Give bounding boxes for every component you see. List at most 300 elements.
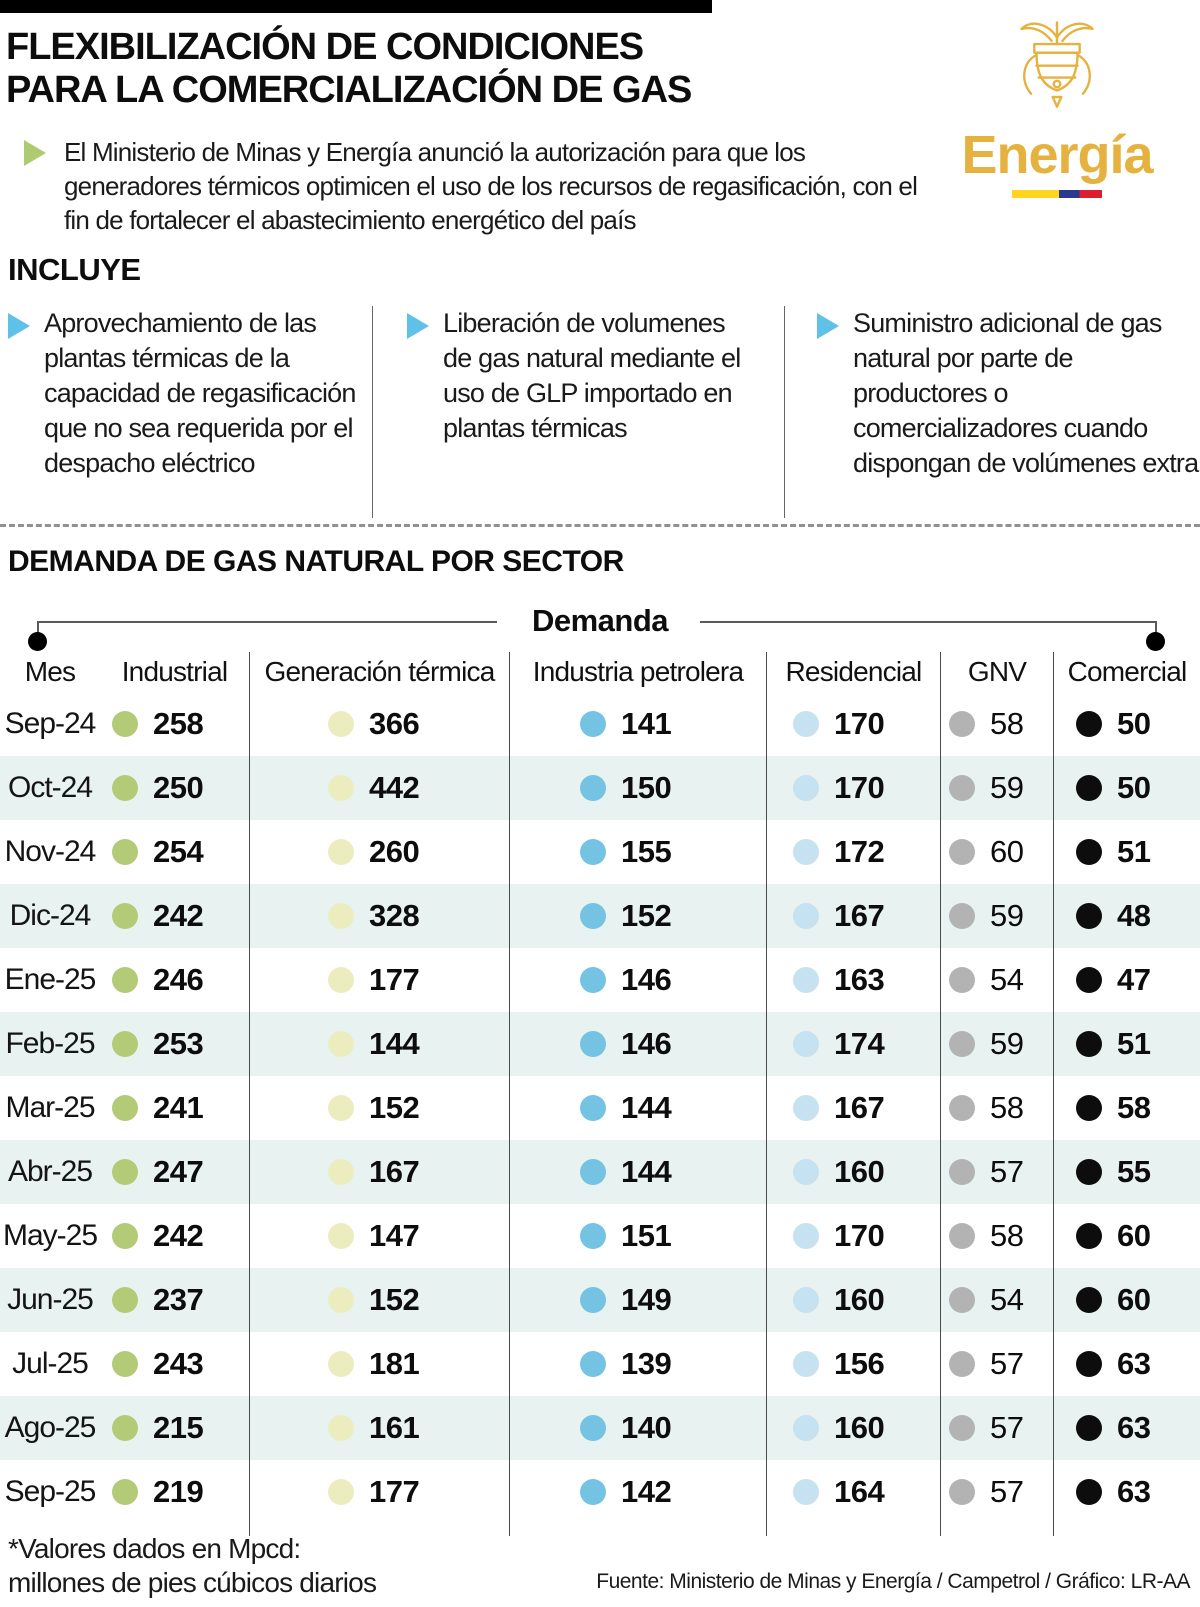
green-arrow-icon (24, 140, 46, 166)
residencial-value: 167 (834, 898, 885, 933)
industrial-cell (100, 692, 249, 756)
comercial-cell (1053, 1332, 1200, 1396)
page-title (6, 26, 691, 111)
industrial-cell (100, 1332, 249, 1396)
industrial-dot-icon (112, 839, 138, 865)
generacion-termica-cell (249, 1012, 509, 1076)
residencial-dot-icon (793, 775, 819, 801)
industrial-cell (100, 1460, 249, 1524)
colombia-flag-bar (1012, 190, 1102, 198)
demand-table (0, 652, 1200, 1536)
gnv-value: 57 (990, 1474, 1024, 1509)
industrial-value: 241 (153, 1090, 204, 1125)
industrial-cell (100, 1268, 249, 1332)
month-cell: Jun-25 (7, 1283, 93, 1316)
industria-petrolera-value: 139 (621, 1346, 672, 1381)
comercial-value: 60 (1117, 1282, 1151, 1317)
residencial-cell (766, 1012, 940, 1076)
source-credit: Fuente: Ministerio de Minas y Energía / Campetrol / Gráfico: LR-AA (596, 1570, 1190, 1593)
industria-petrolera-cell (509, 820, 766, 884)
table-row-dic-24 (0, 884, 1200, 948)
industrial-cell (100, 1204, 249, 1268)
industrial-value: 258 (153, 706, 204, 741)
comercial-value: 50 (1117, 706, 1151, 741)
industrial-value: 219 (153, 1474, 204, 1509)
residencial-cell (766, 1460, 940, 1524)
unit-note (8, 1532, 376, 1600)
residencial-dot-icon (793, 839, 819, 865)
intro-block (24, 136, 924, 237)
industria-petrolera-cell (509, 1268, 766, 1332)
gnv-value: 57 (990, 1154, 1024, 1189)
table-row-ene-25 (0, 948, 1200, 1012)
incluye-item-3 (785, 306, 1200, 518)
demand-table-body (0, 692, 1200, 1536)
industria-petrolera-value: 146 (621, 1026, 672, 1061)
gnv-dot-icon (949, 775, 975, 801)
industria-petrolera-cell (509, 1204, 766, 1268)
residencial-cell (766, 884, 940, 948)
gnv-dot-icon (949, 711, 975, 737)
month-cell: Nov-24 (4, 835, 96, 868)
month-cell: Sep-24 (4, 707, 96, 740)
comercial-cell (1053, 948, 1200, 1012)
industria-petrolera-cell (509, 692, 766, 756)
industrial-value: 242 (153, 898, 204, 933)
gnv-cell (940, 1140, 1053, 1204)
generacion-termica-cell (249, 1332, 509, 1396)
generacion-termica-value: 177 (369, 962, 420, 997)
industrial-cell (100, 1012, 249, 1076)
comercial-value: 51 (1117, 1026, 1151, 1061)
industrial-cell (100, 756, 249, 820)
residencial-cell (766, 948, 940, 1012)
industrial-value: 247 (153, 1154, 204, 1189)
industrial-dot-icon (112, 1415, 138, 1441)
gnv-value: 59 (990, 898, 1024, 933)
month-cell: Abr-25 (7, 1155, 93, 1188)
industrial-cell (100, 1076, 249, 1140)
generacion-termica-dot-icon (328, 839, 354, 865)
comercial-value: 55 (1117, 1154, 1151, 1189)
stub-cell (766, 1524, 940, 1536)
generacion-termica-dot-icon (328, 1479, 354, 1505)
generacion-termica-value: 177 (369, 1474, 420, 1509)
energia-wordmark: Energía (961, 125, 1153, 185)
comercial-dot-icon (1076, 1223, 1102, 1249)
industria-petrolera-dot-icon (580, 711, 606, 737)
residencial-value: 160 (834, 1282, 885, 1317)
incluye-item-1 (0, 306, 373, 518)
generacion-termica-dot-icon (328, 1159, 354, 1185)
industria-petrolera-value: 152 (621, 898, 672, 933)
comercial-cell (1053, 1012, 1200, 1076)
residencial-cell (766, 1396, 940, 1460)
industria-petrolera-cell (509, 1012, 766, 1076)
gnv-dot-icon (949, 1095, 975, 1121)
stub-cell (1053, 1524, 1200, 1536)
industrial-value: 242 (153, 1218, 204, 1253)
generacion-termica-cell (249, 1204, 509, 1268)
comercial-dot-icon (1076, 1351, 1102, 1377)
industria-petrolera-dot-icon (580, 1351, 606, 1377)
industria-petrolera-cell (509, 1460, 766, 1524)
month-cell: May-25 (2, 1219, 98, 1252)
residencial-cell (766, 1268, 940, 1332)
gnv-value: 57 (990, 1410, 1024, 1445)
gnv-value: 54 (990, 1282, 1024, 1317)
gnv-cell (940, 756, 1053, 820)
generacion-termica-cell (249, 1140, 509, 1204)
blue-arrow-icon (817, 313, 839, 339)
colombia-crest-icon (1003, 16, 1111, 124)
residencial-cell (766, 820, 940, 884)
table-section-heading: DEMANDA DE GAS NATURAL POR SECTOR (8, 545, 624, 578)
industria-petrolera-dot-icon (580, 1287, 606, 1313)
table-row-nov-24 (0, 820, 1200, 884)
industria-petrolera-cell (509, 884, 766, 948)
industrial-dot-icon (112, 1351, 138, 1377)
comercial-value: 63 (1117, 1410, 1151, 1445)
residencial-value: 174 (834, 1026, 885, 1061)
comercial-dot-icon (1076, 839, 1102, 865)
residencial-dot-icon (793, 1223, 819, 1249)
residencial-dot-icon (793, 967, 819, 993)
generacion-termica-value: 181 (369, 1346, 420, 1381)
column-header-industria-petrolera: Industria petrolera (509, 652, 766, 692)
industria-petrolera-value: 141 (621, 706, 672, 741)
residencial-dot-icon (793, 1031, 819, 1057)
gnv-dot-icon (949, 967, 975, 993)
generacion-termica-value: 167 (369, 1154, 420, 1189)
table-row-abr-25 (0, 1140, 1200, 1204)
month-cell: Sep-25 (4, 1475, 96, 1508)
comercial-cell (1053, 1460, 1200, 1524)
generacion-termica-value: 442 (369, 770, 420, 805)
comercial-dot-icon (1076, 1095, 1102, 1121)
industria-petrolera-value: 144 (621, 1154, 672, 1189)
industria-petrolera-dot-icon (580, 775, 606, 801)
gnv-dot-icon (949, 1223, 975, 1249)
industrial-value: 246 (153, 962, 204, 997)
gnv-cell (940, 1268, 1053, 1332)
month-cell: Ago-25 (4, 1411, 96, 1444)
industria-petrolera-cell (509, 948, 766, 1012)
industria-petrolera-value: 144 (621, 1090, 672, 1125)
comercial-value: 63 (1117, 1474, 1151, 1509)
gnv-cell (940, 1012, 1053, 1076)
comercial-dot-icon (1076, 1479, 1102, 1505)
energia-logo (952, 16, 1162, 198)
generacion-termica-value: 152 (369, 1090, 420, 1125)
incluye-item-2-text: Liberación de volumenes de gas natural mediante el uso de GLP importado en plantas térmicas (443, 308, 741, 444)
residencial-dot-icon (793, 1351, 819, 1377)
comercial-cell (1053, 1268, 1200, 1332)
industria-petrolera-dot-icon (580, 839, 606, 865)
industria-petrolera-value: 155 (621, 834, 672, 869)
generacion-termica-value: 152 (369, 1282, 420, 1317)
generacion-termica-cell (249, 1460, 509, 1524)
month-cell: Jul-25 (12, 1347, 88, 1380)
industrial-dot-icon (112, 1031, 138, 1057)
industrial-cell (100, 1396, 249, 1460)
table-row-jun-25 (0, 1268, 1200, 1332)
generacion-termica-cell (249, 756, 509, 820)
comercial-cell (1053, 1140, 1200, 1204)
incluye-columns (0, 306, 1200, 518)
dashed-divider (0, 524, 1200, 527)
residencial-cell (766, 1332, 940, 1396)
gnv-cell (940, 820, 1053, 884)
gnv-cell (940, 1396, 1053, 1460)
industria-petrolera-cell (509, 756, 766, 820)
gnv-value: 58 (990, 1218, 1024, 1253)
month-cell: Dic-24 (9, 899, 91, 932)
table-row-sep-25 (0, 1460, 1200, 1524)
gnv-value: 60 (990, 834, 1024, 869)
industria-petrolera-value: 140 (621, 1410, 672, 1445)
residencial-value: 167 (834, 1090, 885, 1125)
page-title-line1: FLEXIBILIZACIÓN DE CONDICIONES (6, 26, 644, 68)
column-header-generacion-termica: Generación térmica (249, 652, 509, 692)
comercial-dot-icon (1076, 903, 1102, 929)
generacion-termica-dot-icon (328, 711, 354, 737)
table-row-may-25 (0, 1204, 1200, 1268)
comercial-dot-icon (1076, 1287, 1102, 1313)
generacion-termica-cell (249, 1076, 509, 1140)
generacion-termica-dot-icon (328, 1287, 354, 1313)
comercial-cell (1053, 1204, 1200, 1268)
page-title-line2: PARA LA COMERCIALIZACIÓN DE GAS (6, 68, 692, 111)
industrial-dot-icon (112, 711, 138, 737)
industria-petrolera-value: 150 (621, 770, 672, 805)
blue-arrow-icon (8, 313, 30, 339)
generacion-termica-dot-icon (328, 1095, 354, 1121)
table-row-oct-24 (0, 756, 1200, 820)
industrial-value: 237 (153, 1282, 204, 1317)
gnv-value: 59 (990, 1026, 1024, 1061)
gnv-dot-icon (949, 1351, 975, 1377)
industrial-dot-icon (112, 903, 138, 929)
incluye-heading: INCLUYE (8, 252, 141, 287)
intro-text: El Ministerio de Minas y Energía anunció la autorización para que los generadores térmicos optimicen el uso de los recursos de regasificación, con el fin de fortalecer el abastecimiento energético del país (64, 137, 918, 235)
gnv-dot-icon (949, 1287, 975, 1313)
generacion-termica-cell (249, 692, 509, 756)
industria-petrolera-value: 149 (621, 1282, 672, 1317)
column-header-residencial: Residencial (766, 652, 940, 692)
generacion-termica-cell (249, 948, 509, 1012)
residencial-cell (766, 1140, 940, 1204)
industria-petrolera-dot-icon (580, 1031, 606, 1057)
industrial-cell (100, 820, 249, 884)
industrial-value: 250 (153, 770, 204, 805)
comercial-value: 47 (1117, 962, 1151, 997)
comercial-dot-icon (1076, 711, 1102, 737)
gnv-cell (940, 1332, 1053, 1396)
generacion-termica-cell (249, 1268, 509, 1332)
gnv-dot-icon (949, 1415, 975, 1441)
comercial-dot-icon (1076, 967, 1102, 993)
gnv-value: 58 (990, 1090, 1024, 1125)
comercial-dot-icon (1076, 1031, 1102, 1057)
table-row-mar-25 (0, 1076, 1200, 1140)
comercial-value: 58 (1117, 1090, 1151, 1125)
bracket-label: Demanda (531, 603, 669, 638)
gnv-value: 54 (990, 962, 1024, 997)
industria-petrolera-dot-icon (580, 1095, 606, 1121)
unit-note-line1: *Valores dados en Mpcd: (8, 1533, 301, 1564)
residencial-value: 163 (834, 962, 885, 997)
residencial-dot-icon (793, 1159, 819, 1185)
gnv-cell (940, 884, 1053, 948)
generacion-termica-dot-icon (328, 1351, 354, 1377)
industria-petrolera-dot-icon (580, 967, 606, 993)
gnv-cell (940, 1460, 1053, 1524)
comercial-value: 50 (1117, 770, 1151, 805)
gnv-dot-icon (949, 1031, 975, 1057)
gnv-dot-icon (949, 903, 975, 929)
demanda-bracket (0, 585, 1200, 651)
generacion-termica-dot-icon (328, 1223, 354, 1249)
comercial-dot-icon (1076, 1159, 1102, 1185)
industrial-dot-icon (112, 967, 138, 993)
generacion-termica-cell (249, 1396, 509, 1460)
generacion-termica-dot-icon (328, 1415, 354, 1441)
gnv-dot-icon (949, 1159, 975, 1185)
generacion-termica-dot-icon (328, 967, 354, 993)
industrial-value: 215 (153, 1410, 204, 1445)
table-row-feb-25 (0, 1012, 1200, 1076)
month-cell: Oct-24 (7, 771, 93, 804)
incluye-item-2 (373, 306, 785, 518)
residencial-value: 164 (834, 1474, 885, 1509)
comercial-cell (1053, 1396, 1200, 1460)
stub-cell (509, 1524, 766, 1536)
industria-petrolera-cell (509, 1396, 766, 1460)
industria-petrolera-value: 142 (621, 1474, 672, 1509)
gnv-cell (940, 948, 1053, 1012)
table-row-jul-25 (0, 1332, 1200, 1396)
unit-note-line2: millones de pies cúbicos diarios (8, 1567, 377, 1599)
industrial-value: 254 (153, 834, 204, 869)
demand-table-header (0, 652, 1200, 692)
gnv-value: 58 (990, 706, 1024, 741)
generacion-termica-value: 147 (369, 1218, 420, 1253)
generacion-termica-value: 260 (369, 834, 420, 869)
residencial-dot-icon (793, 903, 819, 929)
column-header-comercial: Comercial (1053, 652, 1200, 692)
residencial-value: 156 (834, 1346, 885, 1381)
generacion-termica-dot-icon (328, 775, 354, 801)
incluye-item-1-text: Aprovechamiento de las plantas térmicas de la capacidad de regasificación que no sea requerida por el despacho eléctrico (44, 308, 356, 479)
comercial-cell (1053, 820, 1200, 884)
comercial-dot-icon (1076, 1415, 1102, 1441)
residencial-value: 170 (834, 1218, 885, 1253)
industrial-dot-icon (112, 1287, 138, 1313)
residencial-value: 172 (834, 834, 885, 869)
comercial-value: 48 (1117, 898, 1151, 933)
industrial-cell (100, 884, 249, 948)
industria-petrolera-cell (509, 1140, 766, 1204)
residencial-dot-icon (793, 1479, 819, 1505)
table-row-sep-24 (0, 692, 1200, 756)
gnv-dot-icon (949, 1479, 975, 1505)
industrial-cell (100, 948, 249, 1012)
month-cell: Feb-25 (5, 1027, 95, 1060)
month-cell: Ene-25 (4, 963, 96, 996)
industrial-dot-icon (112, 1223, 138, 1249)
industria-petrolera-dot-icon (580, 1159, 606, 1185)
generacion-termica-cell (249, 884, 509, 948)
top-black-bar (0, 0, 712, 13)
residencial-value: 160 (834, 1154, 885, 1189)
comercial-cell (1053, 756, 1200, 820)
residencial-cell (766, 1076, 940, 1140)
gnv-dot-icon (949, 839, 975, 865)
generacion-termica-cell (249, 820, 509, 884)
generacion-termica-dot-icon (328, 903, 354, 929)
industrial-dot-icon (112, 1159, 138, 1185)
column-header-industrial: Industrial (121, 656, 228, 687)
residencial-dot-icon (793, 711, 819, 737)
generacion-termica-value: 161 (369, 1410, 420, 1445)
industria-petrolera-dot-icon (580, 1223, 606, 1249)
gnv-cell (940, 1204, 1053, 1268)
incluye-item-3-text: Suministro adicional de gas natural por parte de productores o comercializadores cuando dispongan de volúmenes extra (853, 308, 1199, 479)
gnv-value: 59 (990, 770, 1024, 805)
residencial-cell (766, 692, 940, 756)
industrial-dot-icon (112, 1479, 138, 1505)
industrial-cell (100, 1140, 249, 1204)
blue-arrow-icon (407, 313, 429, 339)
gnv-value: 57 (990, 1346, 1024, 1381)
industrial-value: 253 (153, 1026, 204, 1061)
industrial-dot-icon (112, 1095, 138, 1121)
industria-petrolera-dot-icon (580, 1479, 606, 1505)
stub-cell (940, 1524, 1053, 1536)
industria-petrolera-dot-icon (580, 903, 606, 929)
generacion-termica-value: 144 (369, 1026, 420, 1061)
residencial-dot-icon (793, 1415, 819, 1441)
column-header-gnv: GNV (940, 652, 1053, 692)
industria-petrolera-value: 151 (621, 1218, 672, 1253)
industria-petrolera-cell (509, 1076, 766, 1140)
industrial-dot-icon (112, 775, 138, 801)
comercial-dot-icon (1076, 775, 1102, 801)
comercial-value: 51 (1117, 834, 1151, 869)
residencial-value: 160 (834, 1410, 885, 1445)
residencial-cell (766, 756, 940, 820)
generacion-termica-value: 328 (369, 898, 420, 933)
comercial-cell (1053, 884, 1200, 948)
residencial-dot-icon (793, 1095, 819, 1121)
residencial-cell (766, 1204, 940, 1268)
gnv-cell (940, 1076, 1053, 1140)
column-header-mes: Mes (24, 656, 76, 687)
industria-petrolera-value: 146 (621, 962, 672, 997)
generacion-termica-dot-icon (328, 1031, 354, 1057)
generacion-termica-value: 366 (369, 706, 420, 741)
residencial-dot-icon (793, 1287, 819, 1313)
comercial-value: 63 (1117, 1346, 1151, 1381)
comercial-cell (1053, 1076, 1200, 1140)
comercial-value: 60 (1117, 1218, 1151, 1253)
month-cell: Mar-25 (5, 1091, 95, 1124)
gnv-cell (940, 692, 1053, 756)
table-row-ago-25 (0, 1396, 1200, 1460)
residencial-value: 170 (834, 706, 885, 741)
residencial-value: 170 (834, 770, 885, 805)
